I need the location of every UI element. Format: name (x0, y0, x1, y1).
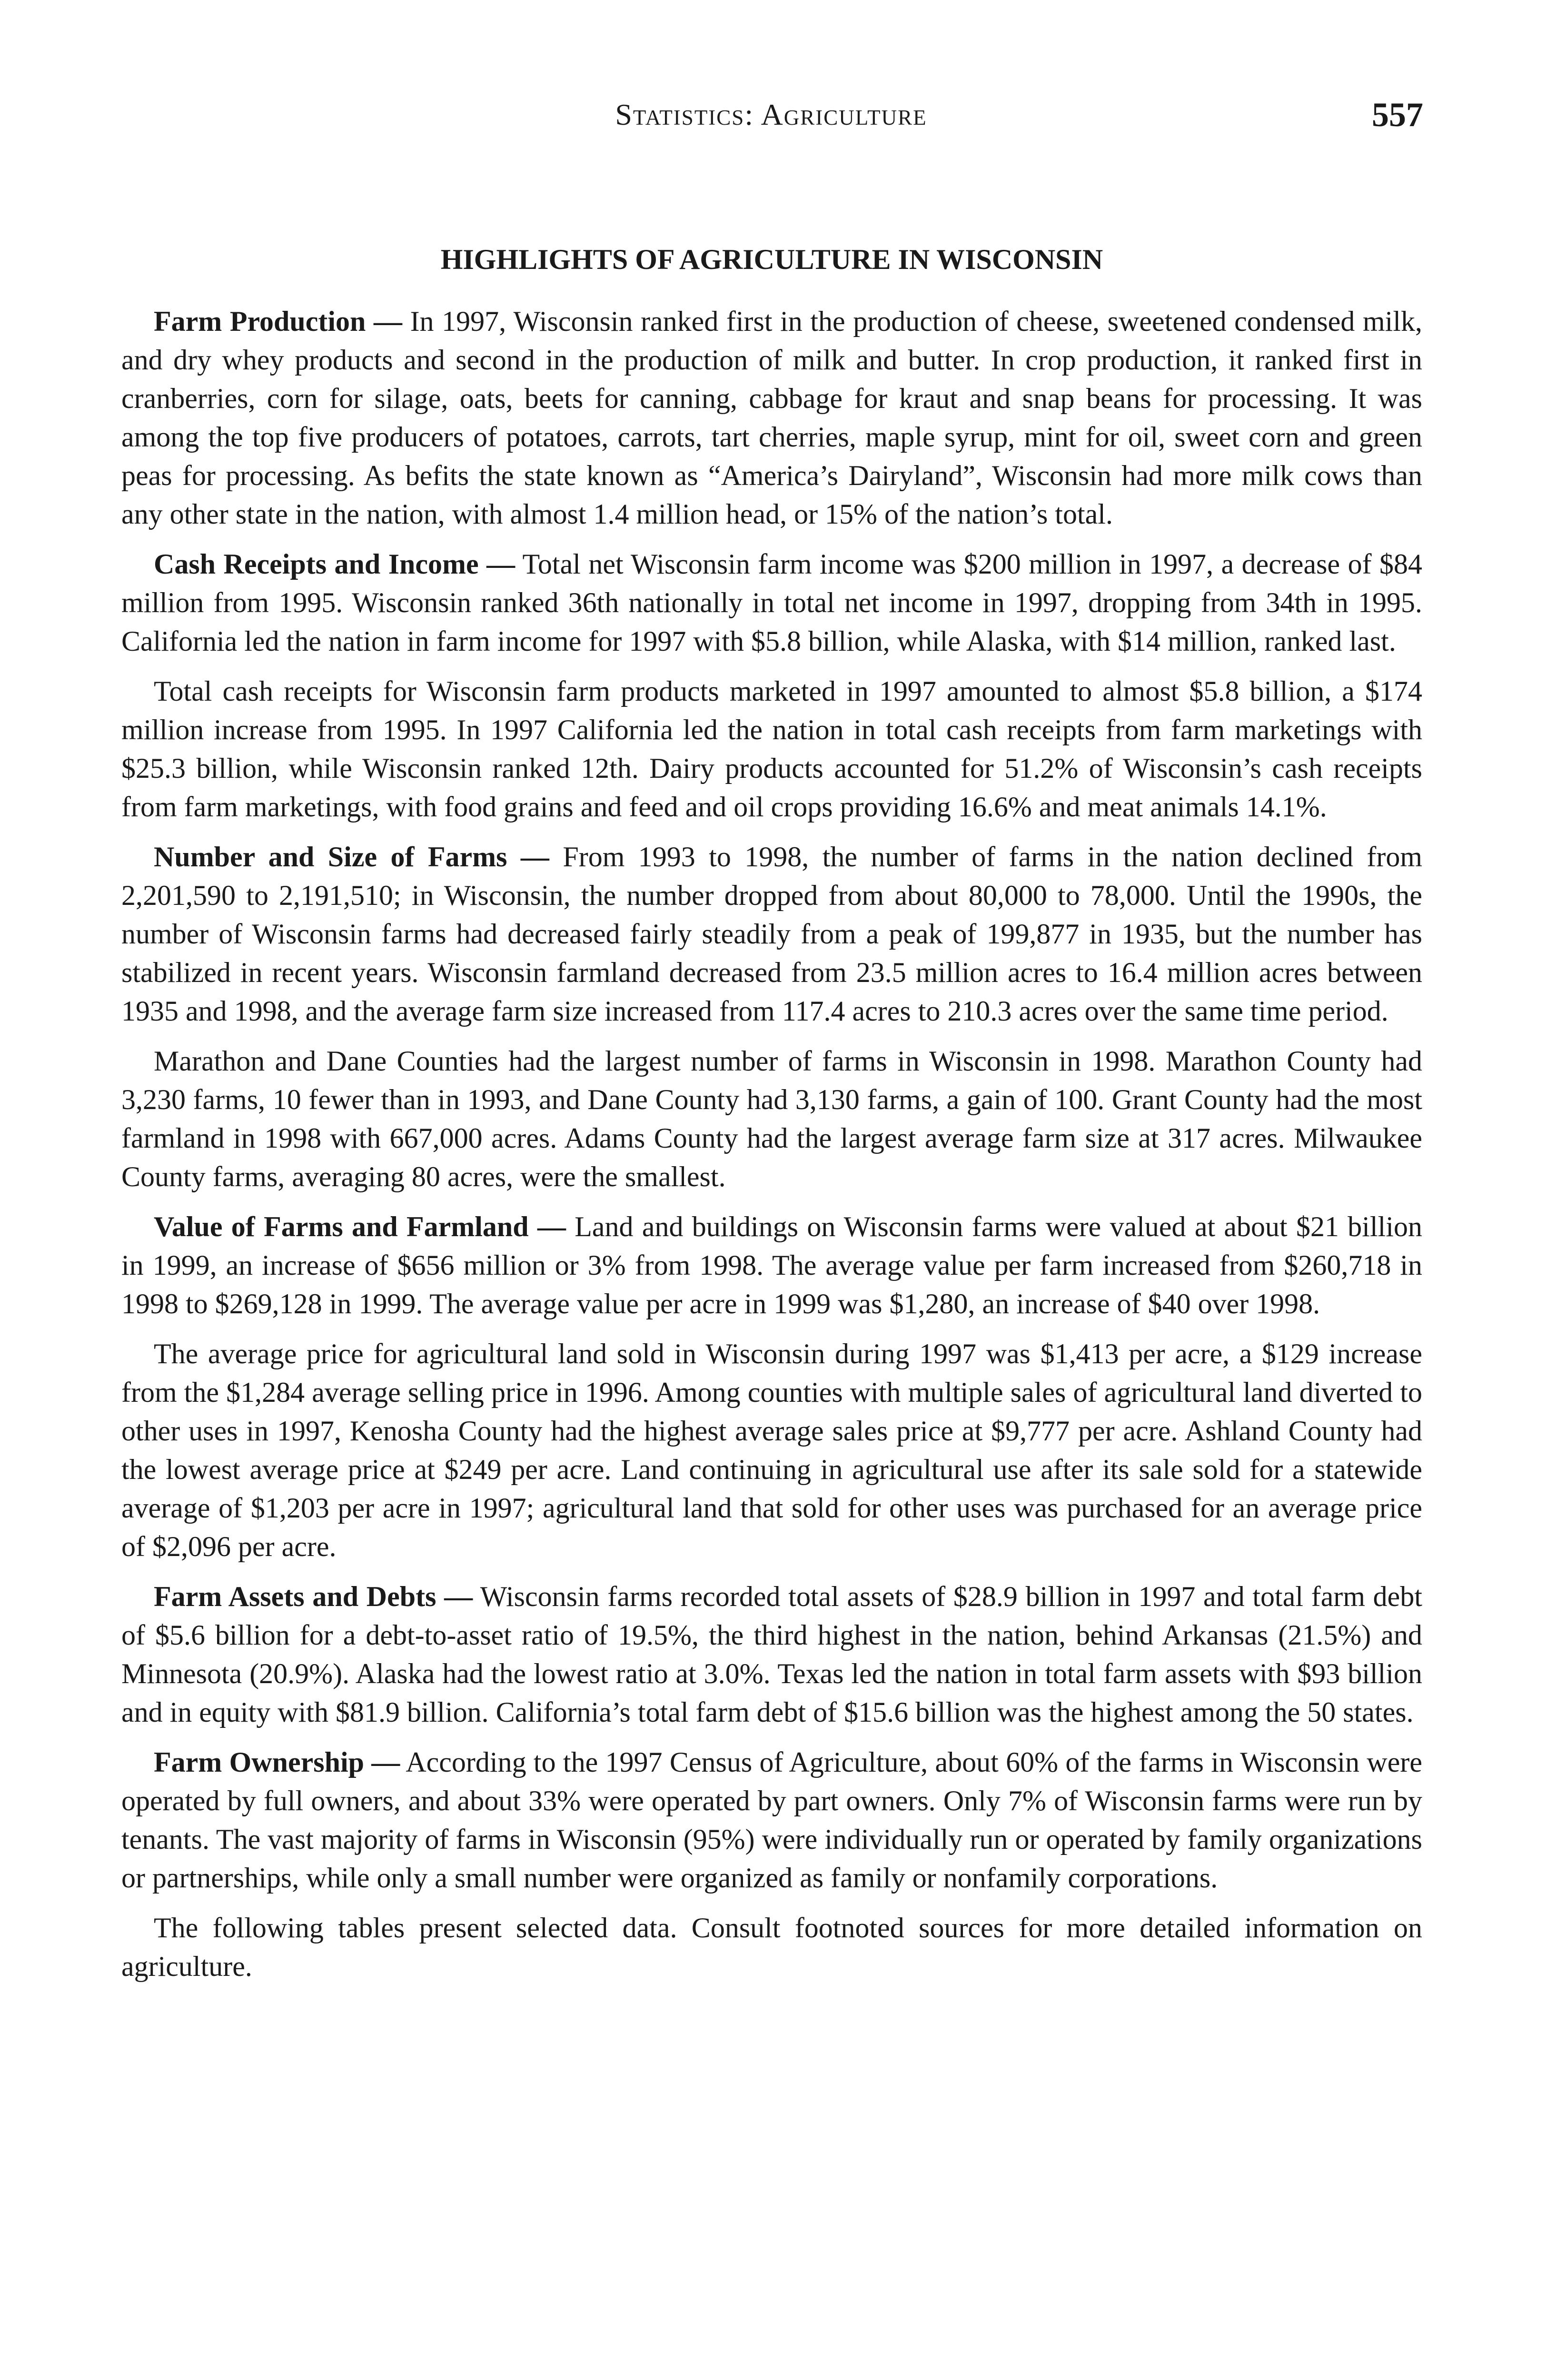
paragraph-heading: Farm Assets and Debts — (154, 1581, 473, 1612)
paragraph-heading: Farm Production — (154, 306, 402, 337)
running-header (119, 93, 1423, 136)
paragraph-cash-receipts (121, 545, 1422, 661)
paragraph-total-cash-receipts (121, 672, 1422, 826)
paragraph-heading: Farm Ownership — (154, 1746, 400, 1778)
paragraph-heading: Value of Farms and Farmland — (154, 1211, 566, 1242)
paragraph-value-farms (121, 1208, 1422, 1323)
paragraph-text: According to the 1997 Census of Agriculture, about 60% of the farms in Wisconsin were operated by full owners, and about 33% were operated by part owners. Only 7% of Wisconsin farms were run by tenants. The vast majority of farms in Wisconsin (95%) were individually run or operated by family organizations or partnerships, while only a small number were organized as family or nonfamily corporations. (121, 1746, 1422, 1894)
paragraph-counties (121, 1042, 1422, 1196)
paragraph-farm-ownership (121, 1743, 1422, 1897)
paragraph-farm-production (121, 302, 1422, 534)
paragraph-text: Marathon and Dane Counties had the largest number of farms in Wisconsin in 1998. Marathon County had 3,230 farms, 10 fewer than in 1993, and Dane County had 3,130 farms, a gain of 100. Grant County had the most farmland in 1998 with 667,000 acres. Adams County had the largest average farm size at 317 acres. Milwaukee County farms, averaging 80 acres, were the smallest. (121, 1045, 1422, 1192)
paragraph-text: Land and buildings on Wisconsin farms were valued at about $21 billion in 1999, an increase of $656 million or 3% from 1998. The average value per farm increased from $260,718 in 1998 to $269,128 in 1999. The average value per acre in 1999 was $1,280, an increase of $40 over 1998. (121, 1211, 1422, 1319)
paragraph-text: Total net Wisconsin farm income was $200 million in 1997, a decrease of $84 million from 1995. Wisconsin ranked 36th nationally in total net income in 1997, dropping from 34th in 1995. California led the nation in farm income for 1997 with $5.8 billion, while Alaska, with $14 million, ranked last. (121, 548, 1422, 657)
paragraph-assets-debts (121, 1577, 1422, 1732)
section-title: HIGHLIGHTS OF AGRICULTURE IN WISCONSIN (440, 244, 1103, 275)
paragraph-text: Total cash receipts for Wisconsin farm products marketed in 1997 amounted to almost $5.8 billion, a $174 million increase from 1995. In 1997 California led the nation in total cash receipts from farm marketings with $25.3 billion, while Wisconsin ranked 12th. Dairy products accounted for 51.2% of Wisconsin’s cash receipts from farm marketings, with food grains and feed and oil crops providing 16.6% and meat animals 14.1%. (121, 675, 1422, 823)
paragraph-text: The following tables present selected data. Consult footnoted sources for more detailed information on agriculture. (121, 1912, 1422, 1982)
paragraph-heading: Number and Size of Farms — (154, 841, 549, 873)
paragraph-number-size-farms (121, 838, 1422, 1031)
paragraph-text: From 1993 to 1998, the number of farms in the nation declined from 2,201,590 to 2,191,510; in Wisconsin, the number dropped from about 80,000 to 78,000. Until the 1990s, the number of Wisconsin farms had decreased fairly steadily from a peak of 199,877 in 1935, but the number has stabilized in recent years. Wisconsin farmland decreased from 23.5 million acres to 16.4 million acres between 1935 and 1998, and the average farm size increased from 117.4 acres to 210.3 acres over the same time period. (121, 841, 1422, 1027)
page-number: 557 (1372, 96, 1423, 134)
paragraph-heading: Cash Receipts and Income — (154, 548, 515, 580)
paragraph-text: The average price for agricultural land sold in Wisconsin during 1997 was $1,413 per acre, a $129 increase from the $1,284 average selling price in 1996. Among counties with multiple sales of agricultural land diverted to other uses in 1997, Kenosha County had the highest average sales price at $9,777 per acre. Ashland County had the lowest average price at $249 per acre. Land continuing in agricultural use after its sale sold for a statewide average of $1,203 per acre in 1997; agricultural land that sold for other uses was purchased for an average price of $2,096 per acre. (121, 1338, 1422, 1562)
paragraph-text: In 1997, Wisconsin ranked first in the production of cheese, sweetened condensed milk, and dry whey products and second in the production of milk and butter. In crop production, it ranked first in cranberries, corn for silage, oats, beets for canning, cabbage for kraut and snap beans for processing. It was among the top five producers of potatoes, carrots, tart cherries, maple syrup, mint for oil, sweet corn and green peas for processing. As befits the state known as “America’s Dairyland”, Wisconsin had more milk cows than any other state in the nation, with almost 1.4 million head, or 15% of the nation’s total. (121, 306, 1422, 530)
running-header-title: Statistics: Agriculture (615, 98, 927, 131)
paragraph-closing-note (121, 1909, 1422, 1986)
paragraph-land-prices (121, 1335, 1422, 1566)
article-body (121, 240, 1422, 1997)
paragraph-text: Wisconsin farms recorded total assets of $28.9 billion in 1997 and total farm debt of $5.6 billion for a debt-to-asset ratio of 19.5%, the third highest in the nation, behind Arkansas (21.5%) and Minnesota (20.9%). Alaska had the lowest ratio at 3.0%. Texas led the nation in total farm assets with $93 billion and in equity with $81.9 billion. California’s total farm debt of $15.6 billion was the highest among the 50 states. (121, 1581, 1422, 1728)
